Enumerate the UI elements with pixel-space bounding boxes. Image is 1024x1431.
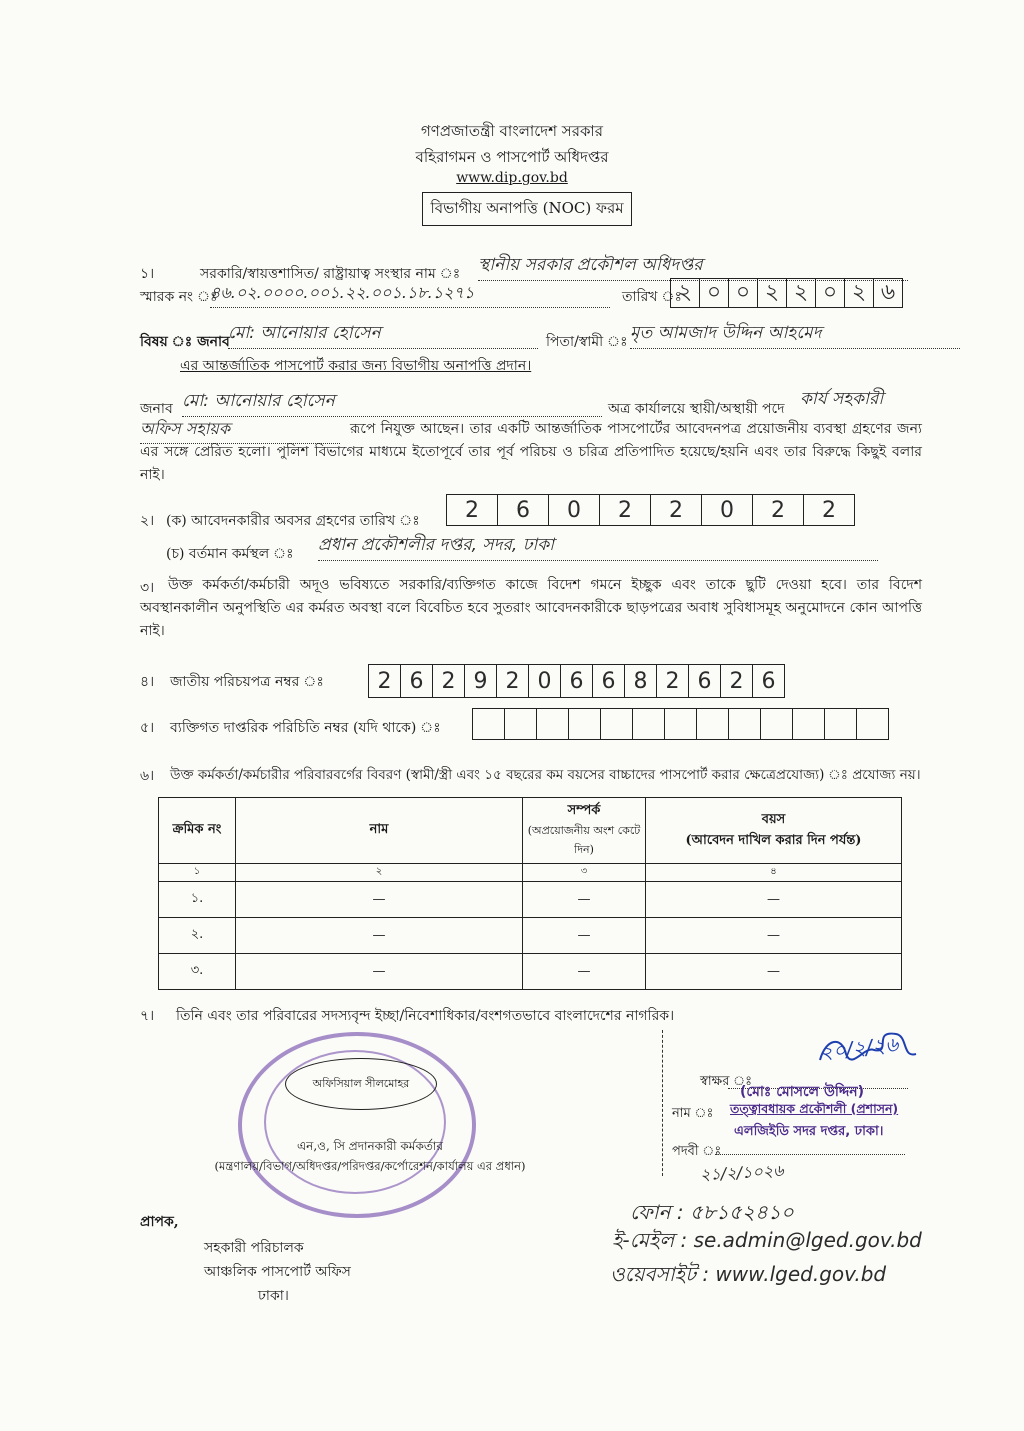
office-id-box — [729, 709, 761, 739]
officer-title-stamp: তত্ত্বাবধায়ক প্রকৌশলী (প্রশাসন) — [730, 1101, 899, 1116]
table-cell: ৩. — [159, 954, 236, 990]
retire-digit: 2 — [447, 495, 498, 525]
nid-label: জাতীয় পরিচয়পত্র নম্বর ঃ — [170, 674, 324, 690]
date-digit: ২ — [845, 279, 874, 307]
body-name: মো: আনোয়ার হোসেন — [182, 388, 602, 417]
col-num: ৪ — [646, 864, 902, 882]
office-id-boxes — [472, 708, 889, 740]
name-label: নাম ঃ — [672, 1106, 714, 1121]
table-row — [159, 954, 902, 990]
retire-digit: 6 — [498, 495, 549, 525]
retire-digit: 2 — [822, 497, 836, 523]
noc-officer-label: এন,ও, সি প্রদানকারী কর্মকর্তার — [297, 1139, 443, 1153]
table-row — [159, 882, 902, 918]
office-id-box — [793, 709, 825, 739]
body-post-mid: অত্র কার্যালয়ে স্থায়ী/অস্থায়ী পদে — [608, 401, 785, 417]
family-table — [158, 797, 902, 990]
handwritten-signature — [812, 1024, 1012, 1076]
table-cell: — — [236, 918, 523, 954]
table-cell: — — [523, 954, 646, 990]
date-digit: ২ — [671, 279, 700, 307]
col-relation: সম্পর্ক (অপ্রয়োজনীয় অংশ কেটে দিন) — [523, 798, 646, 864]
date-digit: ০ — [816, 279, 845, 307]
retire-digit: 2 — [600, 495, 651, 525]
col-age: বয়স (আবেদন দাখিল করার দিন পর্যন্ত) — [646, 798, 902, 864]
col-num: ১ — [159, 864, 236, 882]
table-row — [159, 918, 902, 954]
table-number-row — [159, 864, 902, 882]
body-post2: অফিস সহায়ক — [140, 416, 340, 444]
govt-title: গণপ্রজাতন্ত্রী বাংলাদেশ সরকার — [420, 122, 604, 140]
table-cell: — — [236, 882, 523, 918]
office-id-box — [569, 709, 601, 739]
body-post: কার্য সহকারী — [800, 389, 884, 409]
office-id-box — [857, 709, 888, 739]
col-serial: ক্রমিক নং — [159, 798, 236, 864]
nid-digit: 6 — [401, 665, 433, 697]
retire-digit: 2 — [651, 495, 702, 525]
office-id-box — [825, 709, 857, 739]
signature-label: স্বাক্ষর ঃ — [700, 1074, 753, 1089]
website-link[interactable]: www.dip.gov.bd — [456, 170, 568, 186]
nid-digit: 2 — [369, 665, 401, 697]
org-name-label: সরকারি/স্বায়ত্তশাসিত/ রাষ্ট্রায়াত্ব সংস্থার নাম ঃ — [200, 266, 461, 282]
nid-digit: 6 — [689, 665, 721, 697]
nid-digit: 2 — [433, 665, 465, 697]
table-cell: ১. — [159, 882, 236, 918]
table-cell: — — [523, 882, 646, 918]
item7-number: ৭। — [140, 1008, 155, 1024]
memo-label: স্মারক নং ঃ — [140, 289, 218, 305]
office-id-label: ব্যক্তিগত দাপ্তরিক পরিচিতি নম্বর (যদি থাকে) ঃ — [170, 720, 441, 736]
nid-digit: 2 — [657, 665, 689, 697]
retirement-date-boxes — [446, 494, 855, 526]
col-num: ৩ — [523, 864, 646, 882]
nid-digit: 6 — [593, 665, 625, 697]
item3-text: উক্ত কর্মকর্তা/কর্মচারী অদূও ভবিষ্যতে সরকারি/ব্যক্তিগত কাজে বিদেশ গমনে ইচ্ছুক এবং তাকে ছুটি দেওয়া হবে। তার বিদেশ অবস্থানকালীন অনুপস্থিতি এর কর্মরত অবস্থা বলে বিবেচিত হবে সুতরাং আবেদনকারীকে ছাড়পত্রের অবাধ সুবিধাসমূহ অনুমোদনে কোন আপত্তি নাই। — [140, 577, 922, 639]
retire-digit: 0 — [549, 495, 600, 525]
subject-name: মো: আনোয়ার হোসেন — [228, 320, 538, 349]
body-paragraph: রূপে নিযুক্ত আছেন। তার একটি আন্তর্জাতিক পাসপোর্টের আবেদনপত্র প্রয়োজনীয় ব্যবস্থা গ্রহণের জন্য এর সঙ্গে প্রেরিত হলো। পুলিশ বিভাগের মাধ্যমে ইতোপূর্বে তার পূর্ব পরিচয় ও চরিত্র প্রতিপাদিত হয়েছে/হয়নি এবং তার বিরুদ্ধে কিছুই বলার নাই। — [140, 421, 922, 483]
issue-date-boxes — [670, 278, 903, 308]
item2-number: ২। — [140, 513, 155, 529]
office-id-box — [601, 709, 633, 739]
father-label: পিতা/স্বামী ঃ — [546, 334, 628, 350]
initial-date: ২১/২/১০২৬ — [699, 1160, 784, 1185]
office-id-box — [665, 709, 697, 739]
item5-number: ৫। — [140, 720, 155, 736]
designation-label: পদবী ঃ — [672, 1144, 722, 1159]
nid-digit: 6 — [761, 668, 776, 694]
office-id-box — [633, 709, 665, 739]
item6-text: উক্ত কর্মকর্তা/কর্মচারীর পরিবারবর্গের বিবরণ (স্বামী/স্ত্রী এবং ১৫ বছরের কম বয়সের বাচ্চাদের পাসপোর্ট করার ক্ষেত্রেপ্রযোজ্য) ঃ প্রযোজ্য নয়। — [170, 767, 921, 783]
recipient-line2: আঞ্চলিক পাসপোর্ট অফিস — [204, 1264, 351, 1280]
org-name-value: স্থানীয় সরকার প্রকৌশল অধিদপ্তর — [478, 252, 908, 281]
form-title: বিভাগীয় অনাপত্তি (NOC) ফরম — [422, 192, 632, 226]
signature-divider — [662, 1030, 664, 1176]
contact-phone: ফোন : ৫৮১৫২৪১০ — [630, 1200, 794, 1224]
recipient-line1: সহকারী পরিচালক — [204, 1240, 304, 1256]
nid-digit: 0 — [529, 665, 561, 697]
date-digit: ০ — [729, 279, 758, 307]
nid-digit: 6 — [561, 665, 593, 697]
subject-line2: এর আন্তর্জাতিক পাসপোর্ট করার জন্য বিভাগীয় অনাপত্তি প্রদান। — [180, 358, 532, 374]
date-label: তারিখ ঃ — [622, 289, 682, 305]
table-cell: — — [646, 954, 902, 990]
retire-digit: 2 — [753, 495, 804, 525]
nid-digit: 2 — [721, 665, 753, 697]
nid-digit: 9 — [465, 665, 497, 697]
table-cell: — — [646, 882, 902, 918]
nid-digit: 2 — [497, 665, 529, 697]
date-digit: ২ — [758, 279, 787, 307]
table-cell: — — [236, 954, 523, 990]
table-cell: — — [646, 918, 902, 954]
retire-digit: 0 — [702, 495, 753, 525]
official-seal-oval: অফিসিয়াল সীলমোহর — [285, 1058, 437, 1110]
item3-number: ৩। — [140, 580, 155, 596]
item1-number: ১। — [140, 266, 155, 282]
designation-line — [715, 1144, 905, 1155]
retirement-date-label: (ক) আবেদনকারীর অবসর গ্রহণের তারিখ ঃ — [166, 513, 420, 529]
signature-date: ২০/২/২৬ — [818, 1031, 900, 1065]
subject-label: বিষয় ঃ জনাব — [140, 334, 230, 350]
office-id-box — [761, 709, 793, 739]
body-prefix: জনাব — [140, 401, 173, 417]
officer-office-stamp: এলজিইডি সদর দপ্তর, ঢাকা। — [734, 1124, 884, 1139]
item4-number: ৪। — [140, 674, 155, 690]
workplace-label: (চ) বর্তমান কর্মস্থল ঃ — [166, 546, 294, 562]
department-title: বহিরাগমন ও পাসপোর্ট অধিদপ্তর — [415, 148, 609, 166]
col-name: নাম — [236, 798, 523, 864]
nid-digit: 8 — [625, 665, 657, 697]
table-header-row — [159, 798, 902, 864]
recipient-line3: ঢাকা। — [258, 1288, 289, 1304]
table-cell: — — [523, 918, 646, 954]
memo-value: ৪৬.০২.০০০০.০০১.২২.০০১.১৮.১২৭১ — [210, 280, 610, 308]
office-id-box — [697, 709, 729, 739]
office-id-box — [505, 709, 537, 739]
col-num: ২ — [236, 864, 523, 882]
office-id-box — [473, 709, 505, 739]
workplace-value: প্রধান প্রকৌশলীর দপ্তর, সদর, ঢাকা — [318, 532, 878, 561]
noc-officer-note: (মন্ত্রণালয়/বিভাগ/অধিদপ্তর/পরিদপ্তর/কর্পোরেশন/কার্যালয় এর প্রধান) — [214, 1159, 526, 1173]
date-digit: ৬ — [880, 279, 896, 305]
date-digit: ০ — [700, 279, 729, 307]
nid-boxes — [368, 664, 785, 698]
table-cell: ২. — [159, 918, 236, 954]
date-digit: ২ — [787, 279, 816, 307]
recipient-label: প্রাপক, — [140, 1214, 179, 1230]
item7-text: তিনি এবং তার পরিবারের সদস্যবৃন্দ ইচ্ছা/নিবেশাধিকার/বংশগতভাবে বাংলাদেশের নাগরিক। — [176, 1008, 675, 1024]
officer-name-stamp: (মোঃ মোসলে উদ্দিন) — [740, 1084, 864, 1100]
father-name: মৃত আমজাদ উদ্দিন আহমেদ — [630, 320, 960, 349]
contact-web: ওয়েবসাইট : www.lged.gov.bd — [610, 1262, 887, 1286]
contact-email: ই-মেইল : se.admin@lged.gov.bd — [612, 1228, 922, 1252]
office-id-box — [537, 709, 569, 739]
item6-number: ৬। — [140, 768, 155, 784]
